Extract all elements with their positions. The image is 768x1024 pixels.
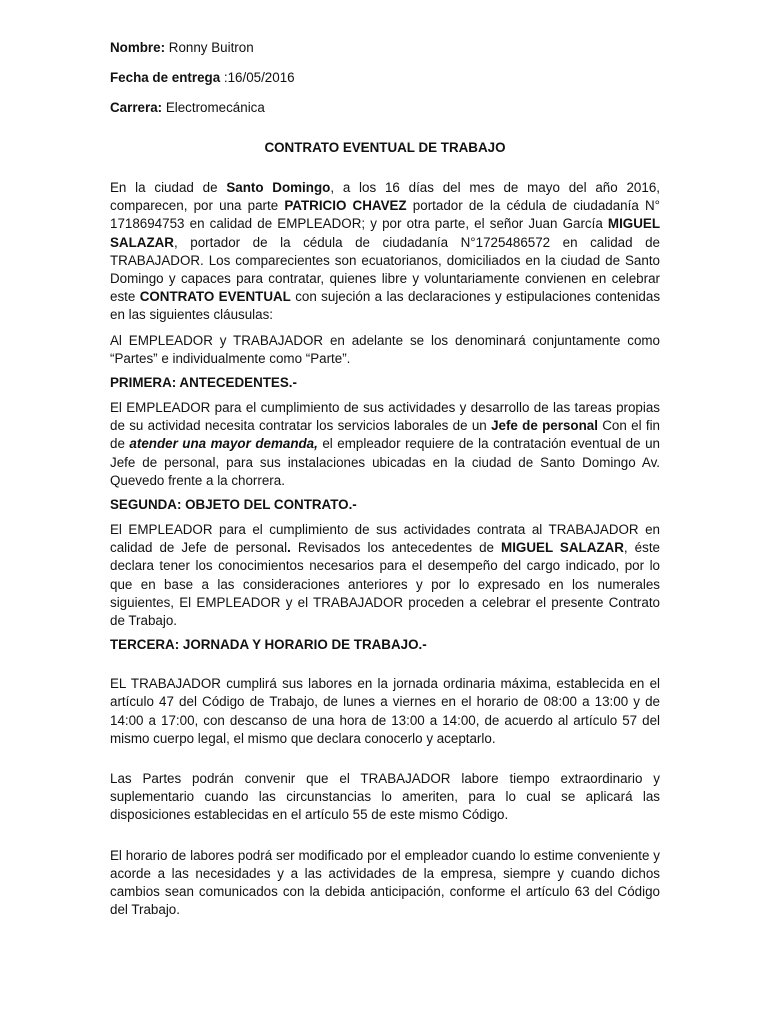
clause-third-paragraph-1: EL TRABAJADOR cumplirá sus labores en la jornada ordinaria máxima, establecida en el artículo 47 del Código de Trabajo, de lunes a viernes en el horario de 08:00 a 13:00 y de 14:00 a 17:00, con descanso de una hora de 13:00 a 14:00, de acuerdo al artículo 57 del mismo cuerpo legal, el mismo que declara conocerlo y aceptarlo. <box>110 676 660 746</box>
delivery-date-line <box>110 70 660 86</box>
intro-text-4: , portador de la cédula de ciudadanía N°1725486572 en calidad de TRABAJADOR. Los comparecientes son ecuatorianos, domiciliados en la ciudad de Santo Domingo y capaces para contratar, quienes libre y voluntariamente convienen en celebrar este <box>110 234 660 305</box>
clause-third-paragraph-2: Las Partes podrán convenir que el TRABAJADOR labore tiempo extraordinario y suplementario cuando las circunstancias lo ameriten, para lo cual se aplicará las disposiciones establecidas en el artículo 55 de este mismo Código. <box>110 771 660 823</box>
contract-type: CONTRATO EVENTUAL <box>139 289 291 305</box>
intro-text-3: portador de la cédula de ciudadanía N° 1718694753 en calidad de EMPLEADOR; y por otra parte, el señor Juan García <box>110 198 660 232</box>
career-label: Carrera: <box>110 100 163 115</box>
clause-second-heading: SEGUNDA: OBJETO DEL CONTRATO.- <box>110 497 357 513</box>
date-value: :16/05/2016 <box>220 70 295 85</box>
intro-text-2: , a los 16 días del mes de mayo del año 2016, comparecen, por una parte <box>110 180 660 214</box>
student-name-line <box>110 40 660 56</box>
demand-emphasis: atender una mayor demanda, <box>129 436 318 452</box>
city-name: Santo Domingo <box>226 180 331 195</box>
clause-third-heading: TERCERA: JORNADA Y HORARIO DE TRABAJO.- <box>110 637 427 653</box>
worker-name-2: MIGUEL SALAZAR <box>501 540 624 556</box>
document-title: CONTRATO EVENTUAL DE TRABAJO <box>264 140 506 155</box>
second-text-2: , éste declara tener los conocimientos necesarios para el desempeño del cargo indicado, por lo que en base a las consideraciones anteriores y por lo expresado en los numerales siguientes, El EMPLEADOR y el TRABAJADOR proceden a celebrar el presente Contrato de Trabajo. <box>110 540 660 629</box>
intro-paragraph <box>110 179 660 325</box>
name-label: Nombre: <box>110 40 166 55</box>
clause-first-paragraph <box>110 399 660 490</box>
clause-third-paragraph-3: El horario de labores podrá ser modificado por el empleador cuando lo estime conveniente y acorde a las necesidades y a las actividades de la empresa, siempre y cuando dichos cambios sean comunicados con la debida anticipación, conforme el artículo 63 del Código del Trabajo. <box>110 847 660 918</box>
first-text-2: Con el fin de <box>110 418 661 452</box>
second-text-1b: Revisados los antecedentes de <box>290 540 502 556</box>
career-value: Electromecánica <box>162 100 265 115</box>
employer-name: PATRICIO CHAVEZ <box>284 198 407 214</box>
second-bold-period: . <box>287 540 291 556</box>
name-value: Ronny Buitron <box>165 40 254 55</box>
parties-paragraph: Al EMPLEADOR y TRABAJADOR en adelante se los denominará conjuntamente como “Partes” e individualmente como “Parte”. <box>110 332 660 366</box>
worker-name: MIGUEL SALAZAR <box>110 216 660 250</box>
career-line <box>110 100 660 116</box>
position-title: Jefe de personal <box>491 418 598 434</box>
intro-text-1: En la ciudad de <box>110 180 227 195</box>
clause-first-heading: PRIMERA: ANTECEDENTES.- <box>110 375 297 391</box>
clause-second-paragraph <box>110 521 660 630</box>
intro-text-5: con sujeción a las declaraciones y estipulaciones contenidas en las siguientes cláusulas: <box>110 289 661 323</box>
first-text-3: el empleador requiere de la contratación eventual de un Jefe de personal, para sus instalaciones ubicadas en la ciudad de Santo Domingo Av. Quevedo frente a la chorrera. <box>110 436 660 488</box>
second-text-1: El EMPLEADOR para el cumplimiento de sus actividades contrata al TRABAJADOR en calidad de Jefe de personal <box>110 522 660 556</box>
first-text-1: El EMPLEADOR para el cumplimiento de sus actividades y desarrollo de las tareas propias de su actividad necesita contratar los servicios laborales de un <box>110 400 660 434</box>
date-label: Fecha de entrega <box>110 70 221 85</box>
